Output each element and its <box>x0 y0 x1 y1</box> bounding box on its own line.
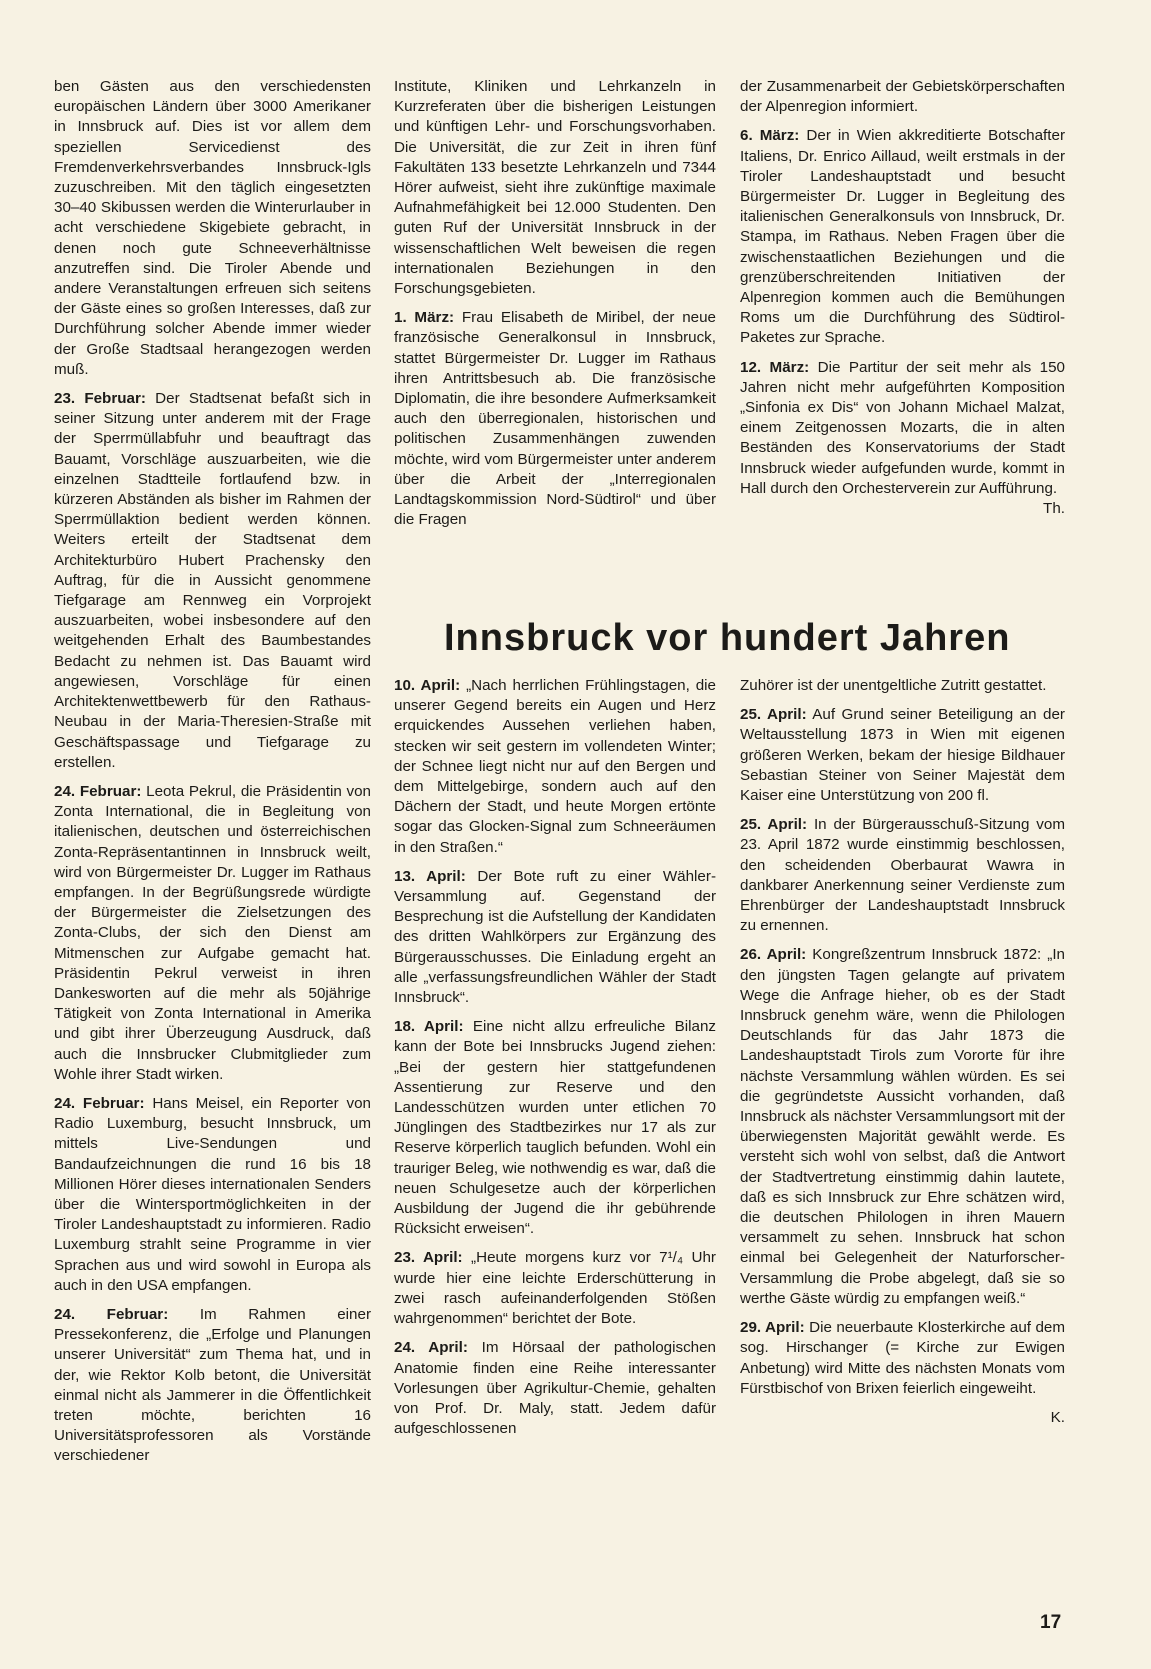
entry-text: Hans Meisel, ein Reporter von Radio Luxemburg, besucht Innsbruck, um mittels Live-Sendungen und Bandaufzeichnungen die rund 16 bis 18 Millionen Hörer dieses internationalen Senders über die Wintersportmöglichkeiten in der Tiroler Landeshauptstadt zu informieren. Radio Luxemburg strahlt seine Programme in vier Sprachen aus und wird sowohl in Europa als auch in den USA empfangen. <box>54 1094 371 1294</box>
entry-24-april <box>394 1338 716 1439</box>
entry-24-februar-radio <box>54 1094 371 1296</box>
entry-date: 25. April: <box>740 816 808 834</box>
entry-text: Der in Wien akkreditierte Botschafter Italiens, Dr. Enrico Aillaud, weilt erstmals in der Tiroler Landeshauptstadt und besucht Bürgermeister Dr. Lugger in Begleitung des italienischen Generalkonsuls von Innsbruck, Dr. Stampa, im Rathaus. Neben Fragen über die zwischenstaatlichen Beziehungen und die grenzüberschreitenden Initiativen der Alpenregion kommen auch die Bemühungen Roms um die Durchführung des Südtirol-Paketes zur Sprache. <box>740 127 1065 347</box>
entry-date: 24. Februar: <box>54 782 142 800</box>
entry-text: Leota Pekrul, die Präsidentin von Zonta International, die in Begleitung von italienischen, deutschen und österreichischen Zonta-Repräsentantinnen in Innsbruck weilt, wird von Bürgermeister Dr. Lugger im Rathaus empfangen. In der Begrüßungsrede würdigte der Bürgermeister die Zielsetzungen des Zonta-Clubs, der sich den Dienst am Mitmenschen zur Aufgabe gemacht hat. Präsidentin Pekrul verweist in ihren Dankesworten auf die mehr als 50jährige Tätigkeit von Zonta International in Amerika und gibt ihrer Überzeugung Ausdruck, daß auch die Innsbrucker Clubmitglieder zum Wohle ihrer Stadt wirken. <box>54 782 372 1083</box>
entry-text: Auf Grund seiner Beteiligung an der Weltausstellung 1873 in Wien mit eigenen größeren Werken, bekam der hiesige Bildhauer Sebastian Steiner von Seiner Majestät dem Kaiser eine Unterstützung von 200 fl. <box>740 706 1065 805</box>
entry-23-februar <box>54 389 371 773</box>
entry-date: 23. Februar: <box>54 390 146 408</box>
author-signature: K. <box>1050 1408 1065 1426</box>
author-signature: Th. <box>1043 500 1065 518</box>
entry-26-april <box>740 945 1065 1309</box>
entry-date: 23. April: <box>394 1249 463 1267</box>
entry-10-april <box>394 676 716 858</box>
paragraph-continuation: Zuhörer ist der unentgeltliche Zutritt gestattet. <box>740 677 1047 694</box>
column-5 <box>740 676 1065 1437</box>
entry-date: 24. Februar: <box>54 1305 169 1323</box>
entry-18-april <box>394 1017 716 1239</box>
entry-date: 6. März: <box>740 127 800 145</box>
entry-6-maerz <box>740 126 1065 348</box>
entry-date: 25. April: <box>740 706 807 724</box>
paragraph-continuation: Institute, Kliniken und Lehrkanzeln in Kurzreferaten über die bisherigen Leistungen und künftigen Lehr- und Forschungsvorhaben. Die Universität, die zur Zeit in ihren fünf Fakultäten 133 besetzte Lehrkanzeln und 7344 Hörer aufweist, sieht ihre zukünftige maximale Aufnahmefähigkeit bei 12.000 Studenten. Den guten Ruf der Universität Innsbruck in der wissenschaftlichen Welt beweisen die regen internationalen Beziehungen in den Forschungsgebieten. <box>394 78 716 298</box>
entry-date: 24. Februar: <box>54 1094 145 1112</box>
entry-text: Im Rahmen einer Pressekonferenz, die „Erfolge und Planungen unserer Universität“ zum Thema hat, und in der, wie Rektor Kolb betont, die Universität einmal nicht als Jammerer in die Öffentlichkeit treten möchte, berichten 16 Universitätsprofessoren als Vorstände verschiedener <box>54 1305 371 1465</box>
column-1 <box>54 77 371 1476</box>
entry-date: 18. April: <box>394 1018 464 1036</box>
entry-text: „Heute morgens kurz vor 7¹/₄ Uhr wurde hier eine leichte Erderschütterung in zwei rasch aufeinanderfolgenden Stößen wahrgenommen“ berichtet der Bote. <box>394 1249 716 1328</box>
entry-text: „Nach herrlichen Frühlingstagen, die unserer Gegend bereits ein Augen und Herz erquickendes Aussehen verliehen haben, stecken wir seit gestern im vollendeten Winter; der Schnee liegt nicht nur auf den Bergen und dem Mittelgebirge, sondern auch auf den Dächern der Stadt, und heute Morgen ertönte sogar das Glocken-Signal zum Schneeräumen in den Straßen.“ <box>394 677 717 856</box>
entry-text: Frau Elisabeth de Miribel, der neue französische Generalkonsul in Innsbruck, stattet Bürgermeister Dr. Lugger im Rathaus ihren Antrittsbesuch ab. Die französische Diplomatin, die ihre besondere Aufmerksamkeit auch den überregionalen, historischen und politischen Zusammenhängen zuwenden möchte, wird vom Bürgermeister unter anderem über die Arbeit der „Interregionalen Landtagskommission Nord-Südtirol“ und über die Fragen <box>394 309 717 529</box>
section-headline: Innsbruck vor hundert Jahren <box>444 617 1011 659</box>
entry-date: 26. April: <box>740 946 807 964</box>
paragraph-continuation: der Zusammenarbeit der Gebietskörperschaften der Alpenregion informiert. <box>740 78 1065 116</box>
entry-text: Im Hörsaal der pathologischen Anatomie finden eine Reihe interessanter Vorlesungen über Agrikultur-Chemie, gehalten von Prof. Dr. Maly, statt. Jedem dafür aufgeschlossenen <box>394 1339 717 1438</box>
entry-date: 12. März: <box>740 358 810 376</box>
page-number: 17 <box>1040 1612 1062 1633</box>
entry-24-februar-zonta <box>54 782 371 1085</box>
entry-date: 29. April: <box>740 1319 805 1337</box>
entry-date: 24. April: <box>394 1339 468 1357</box>
column-2 <box>394 77 716 539</box>
entry-text: Eine nicht allzu erfreuliche Bilanz kann der Bote bei Innsbrucks Jugend ziehen: „Bei der gestern hier stattgefundenen Assentierung zur Reserve und den Landesschützen wurden unter etlichen 70 Jünglingen des Stadtbezirkes nur 17 als zur Reserve körperlich tauglich befunden. Wohl ein trauriger Beleg, wie nothwendig es war, daß die neuen Schulgesetze auch der körperlichen Ausbildung der Jugend die ihr gebührende Rücksicht erweisen“. <box>394 1018 717 1238</box>
entry-13-april <box>394 867 716 1008</box>
entry-text: Die Partitur der seit mehr als 150 Jahren nicht mehr aufgeführten Komposition „Sinfonia ex Dis“ von Johann Michael Malzat, einem Zeitgenossen Mozarts, die in alten Beständen des Konservatoriums der Stadt Innsbruck wieder aufgefunden wurde, kommt in Hall durch den Orchesterverein zur Aufführung. <box>740 358 1065 497</box>
entry-12-maerz <box>740 358 1065 518</box>
entry-text: Der Stadtsenat befaßt sich in seiner Sitzung unter anderem mit der Frage der Sperrmüllabfuhr und beauftragt das Bauamt, Vorschläge auszuarbeiten, wie die einzelnen Stadtteile fortlaufend bzw. in kürzeren Abständen als bisher im Rahmen der Sperrmüllaktion bedient werden können. Weiters erteilt der Stadtsenat dem Architekturbüro Hubert Prachensky den Auftrag, für die in Aussicht genommene Tiefgarage am Rennweg ein Vorprojekt auszuarbeiten, wobei insbesondere auf den weitgehenden Erhalt des Baumbestandes Bedacht zu nehmen ist. Das Bauamt wird angewiesen, Vorschläge für einen Architektenwettbewerb für den Rathaus-Neubau in der Maria-Theresien-Straße mit Geschäftspassage und Tiefgarage zu erstellen. <box>54 390 371 771</box>
entry-25-april-wawra <box>740 815 1065 936</box>
entry-23-april <box>394 1248 716 1329</box>
entry-text: Die neuerbaute Klosterkirche auf dem sog. Hirschanger (= Kirche zur Ewigen Anbetung) wird Mitte des nächsten Monats vom Fürstbischof von Brixen feierlich eingeweiht. <box>740 1319 1065 1397</box>
entry-1-maerz <box>394 308 716 530</box>
entry-text: Kongreßzentrum Innsbruck 1872: „In den jüngsten Tagen gelangte auf privatem Wege die Anfrage hieher, ob es der Stadt Innsbruck genehm wäre, wenn die Philologen Deutschlands für das Jahr 1873 die Landeshauptstadt Tirols zum Vororte für ihre nächste Versammlung wählen würden. Es sei die gegründetste Aussicht vorhanden, daß Innsbruck als nächster Versammlungsort mit der überwiegensten Majorität gewählt werde. Es versteht sich wohl von selbst, daß die Antwort der Stadtvertretung einstimmig dahin lautete, daß es sich Innsbruck zur Ehre schätzen wird, die deutschen Philologen in ihren Mauern versammelt zu sehen. Innsbruck hat schon einmal bei Gelegenheit der Naturforscher-Versammlung die Probe abgelegt, daß sie so werthe Gäste würdig zu empfangen weiß.“ <box>740 946 1065 1307</box>
entry-date: 1. März: <box>394 309 455 327</box>
paragraph-continuation: ben Gästen aus den verschiedensten europäischen Ländern über 3000 Amerikaner in Innsbruck auf. Dies ist vor allem dem speziellen Servicedienst des Fremdenverkehrsverbandes Innsbruck-Igls zuzuschreiben. Mit den täglich eingesetzten 30–40 Skibussen werden die Winterurlauber in acht verschiedene Skigebiete gebracht, in denen noch gute Schneeverhältnisse anzutreffen sind. Die Tiroler Abende und andere Veranstaltungen erfreuen sich seitens der Gäste eines so großen Interesses, daß zur Durchführung solcher Abende immer wieder der Große Stadtsaal herangezogen werden muß. <box>54 78 371 378</box>
entry-text: In der Bürgerausschuß-Sitzung vom 23. April 1872 wurde einstimmig beschlossen, den scheidenden Oberbaurat Wawra in dankbarer Anerkennung seiner Verdienste zum Ehrenbürger der Landeshauptstadt Innsbruck zu ernennen. <box>740 816 1065 935</box>
entry-text: Der Bote ruft zu einer Wähler-Versammlung auf. Gegenstand der Besprechung ist die Aufstellung der Kandidaten des dritten Wahlkörpers zur Ergänzung des Bürgerausschusses. Die Einladung ergeht an alle „verfassungsfreundlichen Wähler der Stadt Innsbruck“. <box>394 867 716 1007</box>
entry-25-april-steiner <box>740 705 1065 806</box>
entry-date: 13. April: <box>394 867 466 885</box>
column-4 <box>394 676 716 1448</box>
column-3 <box>740 77 1065 519</box>
entry-24-februar-universitaet <box>54 1305 371 1467</box>
entry-date: 10. April: <box>394 677 461 694</box>
entry-29-april <box>740 1318 1065 1399</box>
